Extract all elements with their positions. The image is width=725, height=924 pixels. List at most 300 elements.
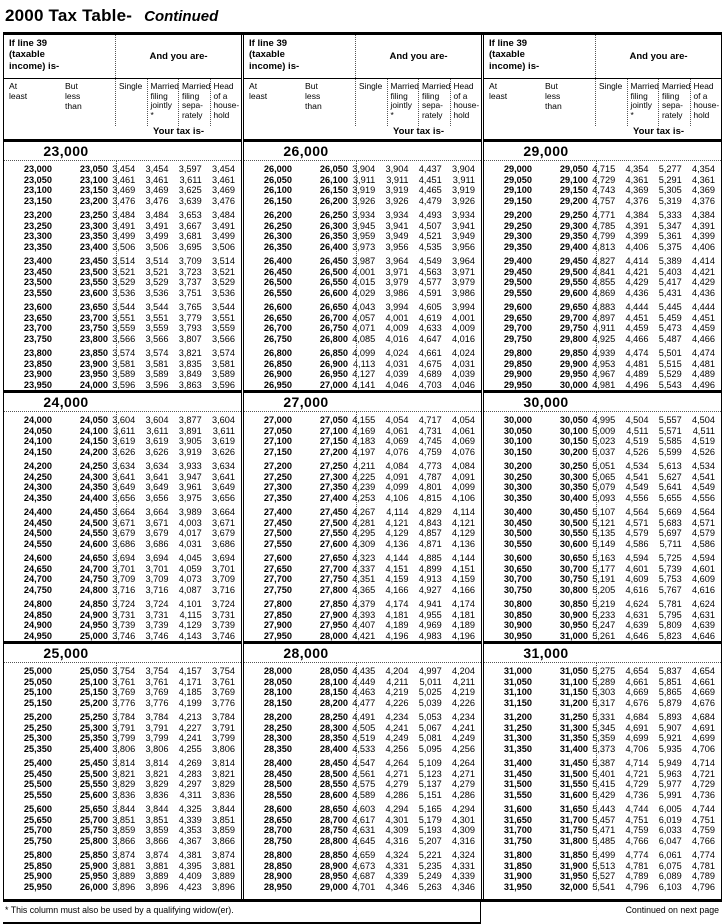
cell-tax-head-household: 4,534 — [692, 461, 715, 472]
cell-at-least: 27,000 — [263, 415, 292, 426]
row-group — [244, 666, 481, 708]
cell-at-least: 25,400 — [23, 758, 52, 769]
row-group — [4, 758, 241, 800]
cell-tax-married-separately: 6,033 — [658, 825, 682, 836]
cell-tax-married-separately: 4,605 — [418, 302, 442, 313]
cell-tax-married-jointly: 3,619 — [145, 436, 169, 447]
cell-tax-single: 3,724 — [112, 599, 136, 610]
cell-tax-married-separately: 4,283 — [178, 768, 202, 779]
cell-tax-single: 5,121 — [592, 517, 616, 528]
cell-but-less-than: 25,350 — [79, 733, 108, 744]
cell-but-less-than: 28,250 — [319, 712, 348, 723]
cell-tax-head-household: 4,091 — [452, 471, 475, 482]
cell-tax-married-jointly: 3,536 — [145, 287, 169, 298]
tax-table-row — [484, 528, 721, 539]
tax-table-row — [244, 277, 481, 288]
cell-tax-head-household: 4,766 — [692, 835, 715, 846]
cell-tax-single: 4,197 — [352, 446, 376, 457]
tax-column-panel — [4, 35, 241, 899]
cell-tax-head-household: 4,121 — [452, 517, 475, 528]
cell-tax-head-household: 4,271 — [452, 768, 475, 779]
cell-but-less-than: 25,600 — [79, 789, 108, 800]
cell-tax-married-jointly: 4,564 — [625, 507, 649, 518]
cell-but-less-than: 30,700 — [559, 563, 588, 574]
cell-but-less-than: 31,650 — [559, 804, 588, 815]
cell-tax-head-household: 3,574 — [212, 348, 235, 359]
cell-tax-married-jointly: 4,324 — [385, 850, 409, 861]
married-filing-jointly-header: Married filing jointly * — [387, 79, 419, 126]
cell-but-less-than: 23,800 — [79, 333, 108, 344]
cell-but-less-than: 24,100 — [79, 425, 108, 436]
cell-but-less-than: 25,500 — [79, 768, 108, 779]
tax-table-row — [4, 323, 241, 334]
tax-table-row — [244, 461, 481, 472]
cell-tax-head-household: 4,684 — [692, 712, 715, 723]
cell-tax-head-household: 3,799 — [212, 733, 235, 744]
cell-at-least: 30,700 — [503, 574, 532, 585]
cell-tax-married-separately: 5,613 — [658, 461, 682, 472]
section-label-row — [4, 641, 241, 663]
section-label: 26,000 — [283, 143, 329, 159]
cell-tax-married-jointly: 4,376 — [625, 195, 649, 206]
cell-tax-single: 3,596 — [112, 379, 136, 390]
tax-table-row — [244, 482, 481, 493]
cell-but-less-than: 24,300 — [79, 471, 108, 482]
cell-at-least: 27,800 — [263, 599, 292, 610]
cell-tax-married-jointly: 4,511 — [626, 425, 649, 436]
cell-tax-married-separately: 5,333 — [658, 210, 682, 221]
cell-tax-married-jointly: 4,541 — [625, 471, 649, 482]
cell-tax-married-separately: 5,697 — [658, 528, 682, 539]
cell-tax-single: 3,611 — [112, 425, 136, 436]
cell-tax-married-separately: 4,647 — [418, 333, 442, 344]
cell-tax-married-jointly: 4,781 — [625, 860, 649, 871]
section-label-row — [244, 139, 481, 161]
cell-at-least: 24,950 — [23, 630, 52, 641]
cell-tax-single: 3,506 — [112, 241, 136, 252]
cell-tax-married-jointly: 4,309 — [385, 825, 409, 836]
row-group — [4, 712, 241, 754]
cell-tax-single: 3,799 — [112, 733, 136, 744]
cell-tax-married-separately: 4,493 — [418, 210, 442, 221]
cell-tax-single: 5,247 — [592, 620, 616, 631]
cell-at-least: 23,250 — [23, 220, 52, 231]
cell-but-less-than: 29,850 — [559, 348, 588, 359]
cell-tax-head-household: 3,626 — [212, 446, 235, 457]
cell-tax-head-household: 3,649 — [212, 482, 235, 493]
row-group — [244, 210, 481, 252]
cell-tax-single: 5,191 — [592, 574, 616, 585]
cell-but-less-than: 27,250 — [319, 461, 348, 472]
cell-at-least: 31,800 — [503, 850, 532, 861]
cell-tax-head-household: 4,174 — [452, 599, 475, 610]
cell-tax-married-separately: 5,893 — [658, 712, 682, 723]
cell-at-least: 25,500 — [23, 779, 52, 790]
tax-table-row — [484, 871, 721, 882]
cell-at-least: 27,750 — [263, 584, 292, 595]
cell-but-less-than: 31,250 — [559, 712, 588, 723]
row-group — [4, 850, 241, 892]
cell-tax-married-separately: 3,779 — [178, 312, 202, 323]
cell-tax-married-jointly: 3,919 — [385, 185, 409, 196]
tax-table-row — [244, 380, 481, 391]
tax-table-row — [244, 369, 481, 380]
cell-at-least: 29,000 — [503, 164, 532, 175]
cell-tax-head-household: 4,376 — [692, 195, 715, 206]
cell-at-least: 30,350 — [503, 492, 532, 503]
cell-tax-married-jointly: 4,789 — [625, 871, 649, 882]
cell-tax-head-household: 3,581 — [212, 358, 235, 369]
cell-tax-married-jointly: 3,866 — [145, 835, 169, 846]
tax-table-row — [244, 436, 481, 447]
cell-at-least: 24,900 — [23, 620, 52, 631]
cell-at-least: 28,650 — [263, 814, 292, 825]
cell-tax-married-separately: 6,019 — [658, 814, 682, 825]
cell-at-least: 26,300 — [263, 231, 292, 242]
cell-but-less-than: 30,000 — [559, 379, 588, 390]
cell-tax-married-jointly: 4,181 — [385, 609, 409, 620]
cell-but-less-than: 28,850 — [319, 850, 348, 861]
cell-at-least: 25,900 — [23, 871, 52, 882]
cell-at-least: 28,250 — [263, 722, 292, 733]
cell-tax-head-household: 4,691 — [692, 722, 715, 733]
cell-tax-married-jointly: 4,429 — [625, 277, 649, 288]
cell-tax-married-jointly: 3,836 — [145, 789, 169, 800]
cell-tax-married-jointly: 3,874 — [145, 850, 169, 861]
cell-at-least: 26,650 — [263, 312, 292, 323]
cell-tax-head-household: 3,776 — [212, 697, 235, 708]
cell-but-less-than: 31,850 — [559, 850, 588, 861]
cell-tax-married-separately: 6,075 — [658, 860, 682, 871]
cell-tax-single: 4,561 — [352, 768, 376, 779]
cell-but-less-than: 30,900 — [559, 609, 588, 620]
tax-table-row — [484, 369, 721, 380]
cell-tax-head-household: 4,616 — [692, 584, 715, 595]
cell-tax-married-jointly: 4,474 — [625, 348, 649, 359]
cell-tax-single: 4,925 — [592, 333, 616, 344]
cell-tax-head-household: 4,249 — [452, 733, 475, 744]
tax-table-row — [244, 210, 481, 221]
cell-tax-married-jointly: 4,796 — [625, 881, 649, 892]
cell-tax-head-household: 3,986 — [452, 287, 475, 298]
cell-tax-married-jointly: 4,421 — [625, 266, 649, 277]
tax-table-row — [4, 553, 241, 564]
tax-table-row — [484, 553, 721, 564]
tax-table-row — [484, 850, 721, 861]
cell-tax-single: 5,527 — [592, 871, 616, 882]
cell-tax-married-jointly: 3,746 — [145, 630, 169, 641]
cell-tax-married-jointly: 4,579 — [625, 528, 649, 539]
cell-but-less-than: 30,800 — [559, 584, 588, 595]
cell-at-least: 27,900 — [263, 620, 292, 631]
and-you-are-header: And you are- — [149, 51, 208, 62]
cell-but-less-than: 29,900 — [559, 358, 588, 369]
cell-at-least: 24,300 — [23, 482, 52, 493]
cell-tax-married-separately: 4,619 — [418, 312, 442, 323]
cell-tax-single: 4,351 — [352, 574, 376, 585]
cell-tax-single: 3,454 — [112, 164, 136, 175]
cell-but-less-than: 32,000 — [559, 881, 588, 892]
section-label-row — [484, 139, 721, 161]
row-group — [4, 553, 241, 595]
cell-at-least: 25,600 — [23, 804, 52, 815]
cell-tax-married-separately: 5,949 — [658, 758, 682, 769]
cell-tax-head-household: 4,226 — [452, 697, 475, 708]
cell-tax-married-jointly: 3,506 — [145, 241, 169, 252]
cell-tax-married-jointly: 3,574 — [145, 348, 169, 359]
cell-but-less-than: 23,450 — [79, 256, 108, 267]
row-group — [244, 712, 481, 754]
cell-tax-married-separately: 3,933 — [178, 461, 202, 472]
cell-but-less-than: 29,700 — [559, 312, 588, 323]
row-group — [244, 256, 481, 298]
cell-but-less-than: 28,450 — [319, 758, 348, 769]
cell-but-less-than: 28,750 — [319, 825, 348, 836]
cell-at-least: 27,100 — [263, 436, 292, 447]
head-of-household-header: Head of a house-hold — [450, 79, 482, 126]
cell-but-less-than: 29,750 — [559, 323, 588, 334]
cell-tax-head-household: 3,701 — [212, 563, 235, 574]
cell-tax-married-separately: 4,129 — [178, 620, 202, 631]
cell-tax-married-jointly: 3,896 — [145, 881, 169, 892]
cell-tax-single: 4,673 — [352, 860, 376, 871]
cell-at-least: 28,900 — [263, 871, 292, 882]
cell-tax-single: 5,443 — [592, 804, 616, 815]
cell-but-less-than: 30,050 — [559, 415, 588, 426]
cell-tax-married-jointly: 4,204 — [385, 666, 409, 677]
cell-tax-head-household: 3,889 — [212, 871, 235, 882]
cell-at-least: 26,350 — [263, 241, 292, 252]
cell-but-less-than: 28,150 — [319, 687, 348, 698]
cell-at-least: 24,550 — [23, 538, 52, 549]
cell-tax-married-jointly: 3,529 — [145, 277, 169, 288]
cell-tax-married-jointly: 4,226 — [385, 697, 409, 708]
cell-tax-married-jointly: 4,046 — [385, 379, 409, 390]
cell-tax-head-household: 3,859 — [212, 825, 235, 836]
cell-tax-single: 4,113 — [352, 358, 376, 369]
cell-at-least: 23,700 — [23, 323, 52, 334]
section-rows — [484, 663, 721, 892]
cell-tax-single: 3,619 — [112, 436, 136, 447]
row-group — [484, 164, 721, 206]
cell-tax-married-separately: 3,751 — [178, 287, 202, 298]
tax-table-row — [4, 472, 241, 483]
cell-tax-head-household: 3,671 — [212, 517, 235, 528]
cell-tax-married-jointly: 3,694 — [145, 553, 169, 564]
cell-tax-married-separately: 5,991 — [658, 789, 682, 800]
cell-tax-head-household: 3,589 — [212, 369, 235, 380]
tax-table-row — [4, 288, 241, 299]
cell-at-least: 23,750 — [23, 333, 52, 344]
cell-tax-single: 4,099 — [352, 348, 376, 359]
cell-at-least: 25,750 — [23, 835, 52, 846]
cell-but-less-than: 24,200 — [79, 446, 108, 457]
tax-table-panels — [3, 32, 722, 902]
cell-tax-married-separately: 4,199 — [178, 697, 202, 708]
cell-tax-married-jointly: 4,264 — [385, 758, 409, 769]
tax-table-row — [484, 348, 721, 359]
cell-at-least: 29,500 — [503, 277, 532, 288]
tax-table-row — [484, 447, 721, 458]
married-filing-separately-header: Married filing sepa-rately — [178, 79, 210, 126]
cell-tax-single: 4,295 — [352, 528, 376, 539]
section-label-row — [4, 139, 241, 161]
cell-at-least: 27,450 — [263, 517, 292, 528]
cell-tax-single: 3,604 — [112, 415, 136, 426]
cell-tax-married-separately: 4,465 — [418, 185, 442, 196]
cell-tax-single: 3,739 — [112, 620, 136, 631]
cell-tax-head-household: 4,676 — [692, 697, 715, 708]
tax-column-panel — [481, 35, 721, 899]
cell-tax-head-household: 4,331 — [452, 860, 475, 871]
cell-tax-married-separately: 5,795 — [658, 609, 682, 620]
cell-tax-married-separately: 4,325 — [178, 804, 202, 815]
tax-table-row — [484, 482, 721, 493]
cell-tax-head-household: 3,761 — [212, 676, 235, 687]
cell-tax-head-household: 4,669 — [692, 687, 715, 698]
cell-but-less-than: 23,950 — [79, 369, 108, 380]
cell-at-least: 23,500 — [23, 277, 52, 288]
cell-tax-head-household: 4,661 — [692, 676, 715, 687]
cell-tax-single: 3,484 — [112, 210, 136, 221]
cell-tax-married-jointly: 4,031 — [385, 358, 409, 369]
cell-tax-married-separately: 5,459 — [658, 312, 682, 323]
tax-table-row — [4, 815, 241, 826]
cell-tax-head-household: 3,484 — [212, 210, 235, 221]
cell-tax-married-separately: 5,193 — [418, 825, 442, 836]
tax-table-row — [244, 518, 481, 529]
cell-tax-head-household: 4,294 — [452, 804, 475, 815]
cell-but-less-than: 26,600 — [319, 287, 348, 298]
cell-tax-married-jointly: 3,964 — [385, 256, 409, 267]
cell-but-less-than: 27,350 — [319, 482, 348, 493]
cell-tax-head-household: 3,529 — [212, 277, 235, 288]
cell-but-less-than: 31,150 — [559, 687, 588, 698]
cell-tax-married-separately: 3,807 — [178, 333, 202, 344]
cell-at-least: 24,700 — [23, 574, 52, 585]
cell-at-least: 27,700 — [263, 574, 292, 585]
tax-table-row — [4, 744, 241, 755]
cell-tax-married-jointly: 4,241 — [385, 722, 409, 733]
cell-tax-single: 4,337 — [352, 563, 376, 574]
cell-tax-married-jointly: 4,174 — [385, 599, 409, 610]
cell-at-least: 26,150 — [263, 195, 292, 206]
cell-tax-married-jointly: 4,526 — [625, 446, 649, 457]
cell-tax-head-household: 4,391 — [692, 220, 715, 231]
cell-tax-married-jointly: 3,641 — [145, 471, 169, 482]
cell-but-less-than: 24,450 — [79, 507, 108, 518]
cell-at-least: 26,250 — [263, 220, 292, 231]
cell-tax-married-separately: 5,487 — [658, 333, 682, 344]
cell-tax-single: 3,701 — [112, 563, 136, 574]
cell-tax-head-household: 4,639 — [692, 620, 715, 631]
cell-tax-head-household: 4,016 — [452, 333, 475, 344]
cell-tax-married-separately: 5,753 — [658, 574, 682, 585]
cell-tax-married-separately: 5,011 — [419, 676, 442, 687]
cell-tax-married-jointly: 3,461 — [145, 174, 169, 185]
cell-tax-married-separately: 4,521 — [418, 231, 442, 242]
tax-table-row — [244, 744, 481, 755]
cell-tax-head-household: 3,454 — [212, 164, 235, 175]
cell-tax-single: 5,541 — [592, 881, 616, 892]
cell-at-least: 31,900 — [503, 871, 532, 882]
cell-but-less-than: 31,900 — [559, 860, 588, 871]
cell-tax-married-jointly: 3,731 — [145, 609, 169, 620]
cell-tax-single: 3,656 — [112, 492, 136, 503]
cell-but-less-than: 26,100 — [319, 174, 348, 185]
tax-table-row — [484, 302, 721, 313]
cell-at-least: 30,400 — [503, 507, 532, 518]
cell-tax-married-separately: 3,793 — [178, 323, 202, 334]
cell-tax-single: 4,659 — [352, 850, 376, 861]
cell-tax-head-household: 4,504 — [692, 415, 715, 426]
head-of-household-header: Head of a house-hold — [690, 79, 722, 126]
cell-at-least: 30,600 — [503, 553, 532, 564]
cell-tax-single: 3,731 — [112, 609, 136, 620]
cell-tax-head-household: 4,024 — [452, 348, 475, 359]
cell-but-less-than: 23,650 — [79, 302, 108, 313]
tax-table-row — [484, 666, 721, 677]
cell-tax-single: 4,519 — [352, 733, 376, 744]
tax-table-row — [484, 518, 721, 529]
cell-tax-single: 4,757 — [592, 195, 616, 206]
cell-tax-married-jointly: 4,016 — [385, 333, 409, 344]
tax-table-row — [4, 528, 241, 539]
tax-table-row — [4, 871, 241, 882]
cell-at-least: 27,400 — [263, 507, 292, 518]
cell-tax-head-household: 4,564 — [692, 507, 715, 518]
cell-at-least: 25,700 — [23, 825, 52, 836]
cell-at-least: 27,150 — [263, 446, 292, 457]
tax-table-row — [4, 666, 241, 677]
cell-but-less-than: 24,150 — [79, 436, 108, 447]
cell-tax-head-household: 3,844 — [212, 804, 235, 815]
tax-table-row — [244, 359, 481, 370]
cell-tax-married-separately: 4,241 — [178, 733, 202, 744]
cell-tax-married-separately: 5,403 — [658, 266, 682, 277]
cell-at-least: 30,900 — [503, 620, 532, 631]
cell-but-less-than: 28,950 — [319, 871, 348, 882]
tax-table-row — [484, 723, 721, 734]
cell-tax-single: 4,463 — [352, 687, 376, 698]
cell-tax-married-jointly: 4,669 — [625, 687, 649, 698]
cell-tax-single: 4,813 — [592, 241, 616, 252]
cell-tax-married-separately: 3,961 — [178, 482, 202, 493]
cell-tax-married-separately: 4,395 — [178, 860, 202, 871]
cell-tax-married-jointly: 3,469 — [145, 185, 169, 196]
cell-at-least: 31,100 — [503, 687, 532, 698]
cell-at-least: 23,850 — [23, 358, 52, 369]
cell-tax-married-jointly: 4,339 — [385, 871, 409, 882]
cell-tax-married-jointly: 4,256 — [385, 743, 409, 754]
cell-tax-married-separately: 4,899 — [418, 563, 442, 574]
cell-tax-single: 5,387 — [592, 758, 616, 769]
cell-at-least: 23,100 — [23, 185, 52, 196]
page-title — [3, 3, 722, 32]
section-label-row — [4, 390, 241, 412]
cell-at-least: 31,350 — [503, 743, 532, 754]
cell-but-less-than: 25,400 — [79, 743, 108, 754]
cell-tax-single: 3,814 — [112, 758, 136, 769]
tax-table-row — [4, 493, 241, 504]
cell-tax-head-household: 3,934 — [452, 210, 475, 221]
cell-tax-head-household: 4,489 — [692, 369, 715, 380]
cell-but-less-than: 23,350 — [79, 231, 108, 242]
cell-tax-married-separately: 4,087 — [178, 584, 202, 595]
cell-tax-married-separately: 4,815 — [418, 492, 442, 503]
cell-tax-married-jointly: 4,646 — [625, 630, 649, 641]
cell-tax-married-jointly: 4,616 — [625, 584, 649, 595]
